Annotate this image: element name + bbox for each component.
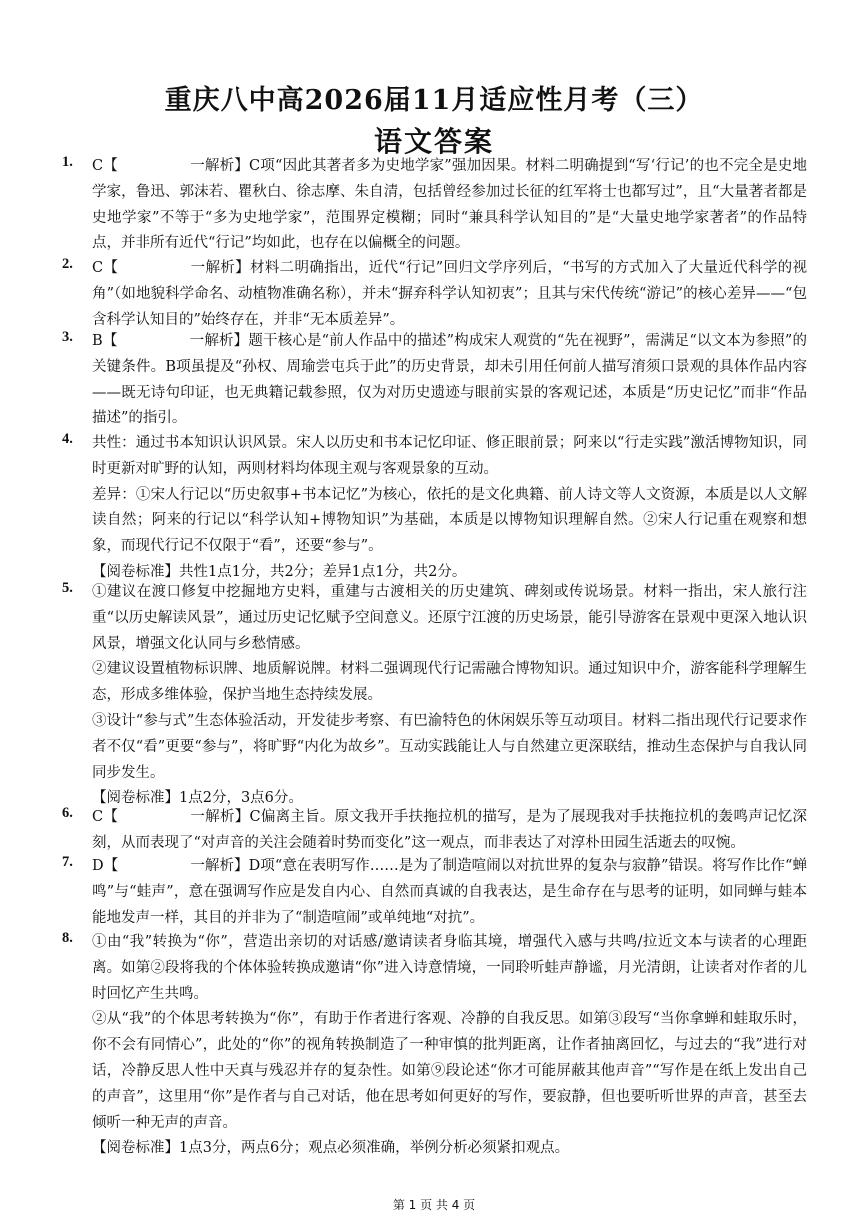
answer-choice: C【 [92,809,119,825]
question-number: 8. [62,930,73,946]
answer-paragraph: ①建议在渡口修复中挖掘地方史料，重建与古渡相关的历史建筑、碑刻或传说场景。材料一指出，宋人旅行注重“以历史解读风景”，通过历史记忆赋予空间意义。还原宁江渡的历史场景，能引导游客在景观中更深入地认识风景，增强文化认同与乡愁情感。 [92,584,807,652]
question-number: 3. [62,329,73,345]
analysis-tag: 一解析】 [190,809,250,825]
question-number: 7. [62,854,73,870]
question-number: 2. [62,256,73,272]
grading-criteria: 【阅卷标准】1点2分，3点6分。 [92,790,303,807]
analysis-tag: 一解析】 [190,158,249,174]
question-number: 6. [62,805,73,821]
answer-item-3 [62,329,807,432]
answer-choice: B【 [92,333,118,349]
answer-choice: C【 [92,158,118,174]
page-number: 第 1 页 共 4 页 [392,1198,476,1212]
answer-item-2 [62,256,807,333]
grading-criteria: 【阅卷标准】1点3分，两点6分；观点必须准确，举例分析必须紧扣观点。 [92,1140,570,1157]
answer-paragraph: C偏离主旨。原文我开手扶拖拉机的描写，是为了展现我对手扶拖拉机的轰鸣声记忆深刻，从而表现了“对声音的关注会随着时势而变化”这一观点，而非表达了对淳朴田园生活逝去的叹惋。 [92,809,807,851]
answer-paragraph: 材料二明确指出，近代“行记”回归文学序列后，“书写的方式加入了大量近代科学的视角”（如地貌科学命名、动植物准确名称），并未“摒弃科学认知初衷”；且其与宋代传统“游记”的核心差异——“包含科学认知目的”始终存在，并非“无本质差异”。 [92,260,807,328]
answer-item-7 [62,854,807,931]
document-subtitle: 语文答案 [373,125,494,158]
answer-item-8 [62,930,807,1162]
analysis-tag: 一解析】 [189,333,249,349]
grading-criteria: 【阅卷标准】共性1点1分，共2分；差异1点1分，共2分。 [92,563,467,580]
answer-paragraph: ②建议设置植物标识牌、地质解说牌。材料二强调现代行记需融合博物知识。通过知识中介，游客能科学理解生态，形成多维体验，保护当地生态持续发展。 [92,661,807,704]
answer-choice: D【 [92,858,119,874]
answer-paragraph: C项“因此其著者多为史地学家”强加因果。材料二明确提到“写‘行记’的也不完全是史地学家，鲁迅、郭沫若、瞿秋白、徐志摩、朱自清，包括曾经参加过长征的红军将士也都写过”，且“大量著者都是史地学家”不等于“多为史地学家”，范围界定模糊；同时“兼具科学认知目的”是“大量史地学家著者”的作品特点，并非所有近代“行记”均如此，也存在以偏概全的问题。 [92,158,807,252]
answer-item-5 [62,580,807,812]
answer-paragraph: D项“意在表明写作……是为了制造喧闹以对抗世界的复杂与寂静”错误。将写作比作“蝉鸣”与“蛙声”，意在强调写作应是发自内心、自然而真诚的自我表达，是生命存在与思考的证明，如同蝉与蛙本能地发声一样，其目的并非为了“制造喧闹”或单纯地“对抗”。 [92,858,807,926]
analysis-tag: 一解析】 [190,858,249,874]
question-number: 5. [62,580,73,596]
answer-paragraph: ①由“我”转换为“你”，营造出亲切的对话感/邀请读者身临其境，增强代入感与共鸣/拉近文本与读者的心理距离。如第②段将我的个体体验转换成邀请“你”进入诗意情境，一同聆听蛙声静谧，月光清朗，让读者对作者的儿时回忆产生共鸣。 [92,934,807,1002]
answer-choice: C【 [92,260,119,276]
question-number: 4. [62,431,73,447]
answer-paragraph: ②从“我”的个体思考转换为“你”，有助于作者进行客观、冷静的自我反思。如第③段写“当你拿蝉和蛙取乐时，你不会有同情心”，此处的“你”的视角转换制造了一种审慎的批判距离，让作者抽离回忆，与过去的“我”进行对话，冷静反思人性中天真与残忍并存的复杂性。如第⑨段论述“你才可能屏蔽其他声音”“写作是在纸上发出自己的声音”，这里用“你”是作者与自己对话，他在思考如何更好的写作，要寂静，但也要听听世界的声音，甚至去倾听一种无声的声音。 [92,1011,807,1131]
answer-item-4 [62,431,807,586]
analysis-tag: 一解析】 [190,260,250,276]
answer-paragraph: ③设计“参与式”生态体验活动，开发徒步考察、有巴渝特色的休闲娱乐等互动项目。材料二指出现代行记要求作者不仅“看”更要“参与”，将旷野“内化为故乡”。互动实践能让人与自然建立更深联结，推动生态保护与自我认同同步发生。 [92,712,807,781]
answer-paragraph: 题干核心是“前人作品中的描述”构成宋人观赏的“先在视野”，需满足“以文本为参照”的关键条件。B项虽提及“孙权、周瑜尝屯兵于此”的历史背景，却未引用任何前人描写淯须口景观的具体作品内容——既无诗句印证，也无典籍记载参照，仅为对历史遗迹与眼前实景的客观记述，本质是“历史记忆”而非“作品描述”的指引。 [92,333,808,427]
answer-paragraph: 共性：通过书本知识认识风景。宋人以历史和书本记忆印证、修正眼前景；阿来以“行走实践”激活博物知识，同时更新对旷野的认知，两则材料均体现主观与客观景象的互动。 [92,435,807,477]
question-number: 1. [62,154,73,170]
document-title: 重庆八中高2026届11月适应性月考（三） [164,85,704,116]
answer-item-6 [62,805,807,857]
answer-item-1 [62,154,807,257]
answer-paragraph: 差异：①宋人行记以“历史叙事+书本记忆”为核心，依托的是文化典籍、前人诗文等人文资源，本质是以人文解读自然；阿来的行记以“科学认知+博物知识”为基础，本质是以博物知识理解自然。②宋人行记重在观察和想象，而现代行记不仅限于“看”，还要“参与”。 [92,486,807,555]
